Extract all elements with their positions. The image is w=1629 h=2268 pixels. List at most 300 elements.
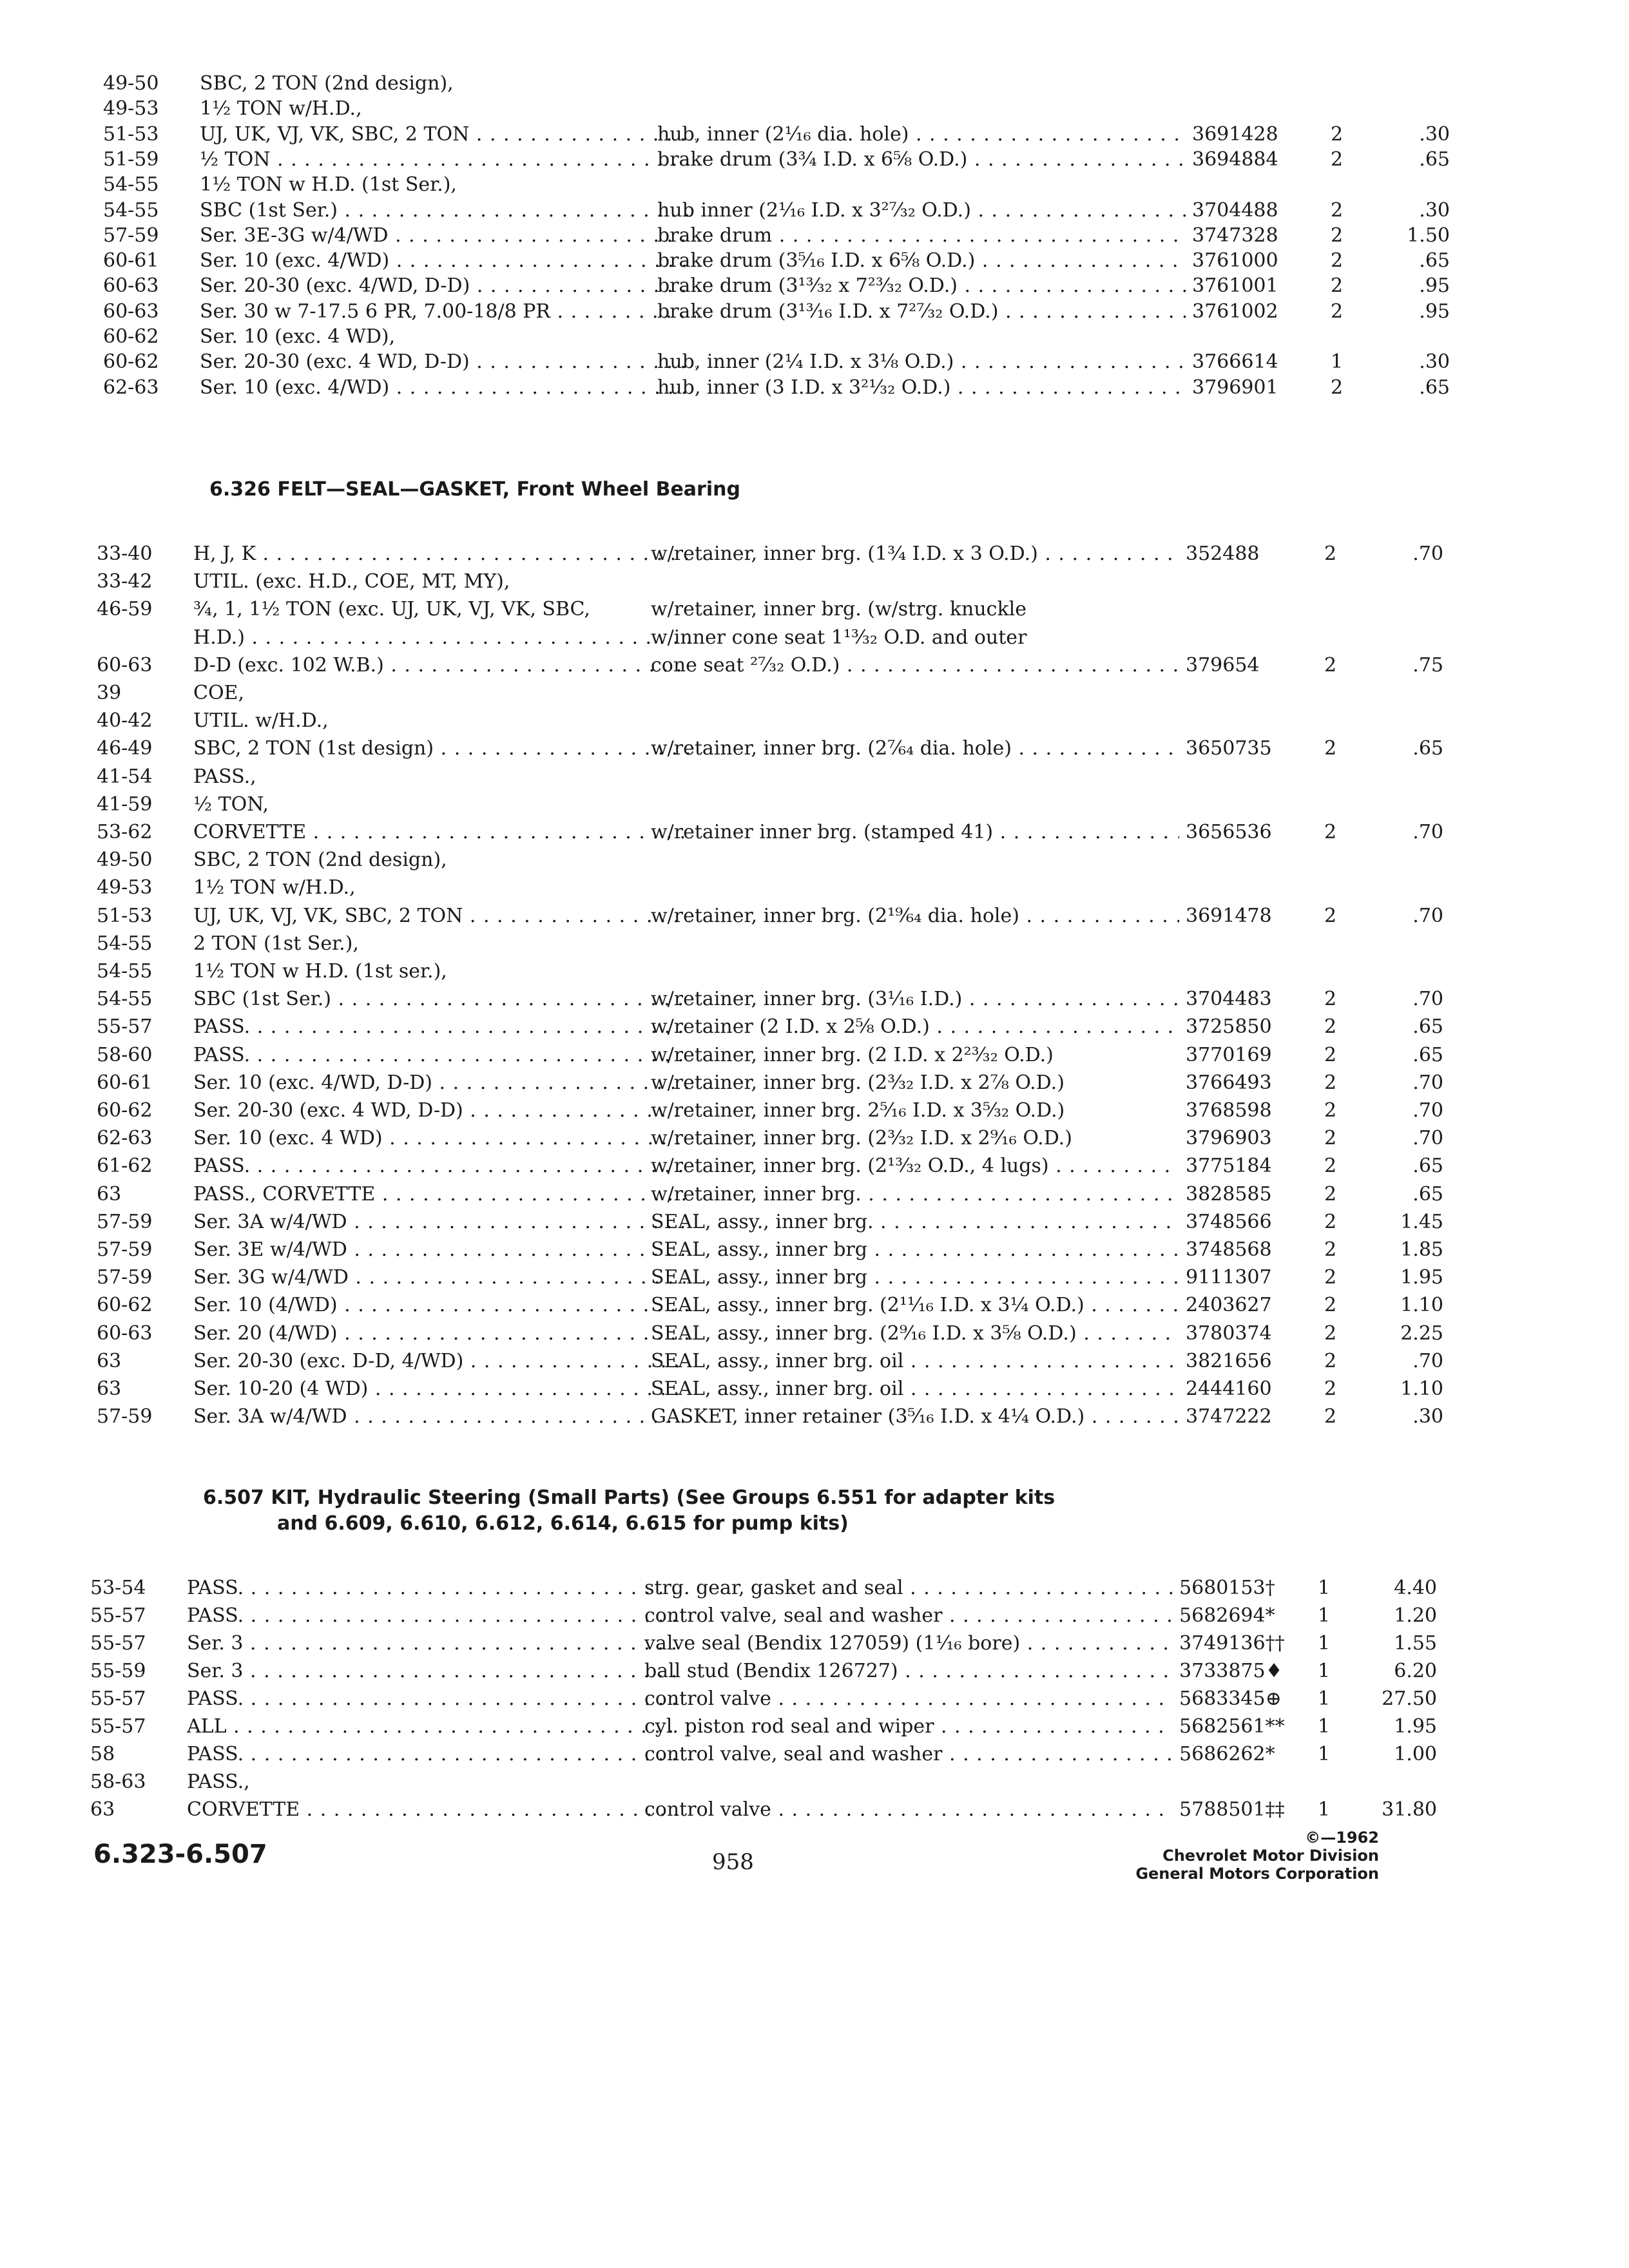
parts-row xyxy=(90,1797,1482,1823)
year-range: 57-59 xyxy=(103,224,159,247)
model-description: Ser. 10 (exc. 4 WD), xyxy=(200,325,396,348)
model-description: Ser. 20-30 (exc. D-D, 4/WD) . . . xyxy=(193,1349,689,1374)
quantity: 2 xyxy=(1324,1043,1337,1066)
model-description: UJ, UK, VJ, VK, SBC, 2 TON . . . xyxy=(193,903,689,929)
part-description: SEAL, assy., inner brg . . . xyxy=(651,1237,1179,1263)
quantity: 2 xyxy=(1331,376,1344,399)
part-number: 2403627 xyxy=(1186,1294,1272,1317)
year-range: 57-59 xyxy=(97,1210,153,1233)
part-description: SEAL, assy., inner brg. (2⁹⁄₁₆ I.D. x 3⅝ O.D.) . . . xyxy=(651,1321,1179,1347)
parts-row xyxy=(90,1742,1482,1767)
quantity: 1 xyxy=(1318,1660,1331,1682)
division-name: Chevrolet Motor Division xyxy=(1162,1847,1379,1865)
model-description: H, J, K . . . xyxy=(193,541,689,567)
part-number: 3761000 xyxy=(1192,249,1278,273)
part-description: cone seat ²⁷⁄₃₂ O.D.) . . . xyxy=(651,653,1179,678)
year-range: 62-63 xyxy=(97,1127,153,1150)
quantity: 2 xyxy=(1324,1071,1337,1094)
model-description: PASS., xyxy=(193,765,256,788)
year-range: 55-57 xyxy=(90,1687,146,1710)
price: .65 xyxy=(1419,376,1450,399)
quantity: 2 xyxy=(1324,737,1337,760)
year-range: 54-55 xyxy=(103,198,159,222)
part-number: 3748566 xyxy=(1186,1210,1272,1233)
parts-row xyxy=(103,71,1482,97)
price: 1.00 xyxy=(1394,1743,1437,1765)
parts-row xyxy=(97,1209,1482,1235)
quantity: 2 xyxy=(1324,1378,1337,1400)
part-number: 3704483 xyxy=(1186,988,1272,1011)
parts-row xyxy=(97,1293,1482,1318)
quantity: 2 xyxy=(1324,1238,1337,1261)
year-range: 41-54 xyxy=(97,765,153,788)
part-number: 3691428 xyxy=(1192,122,1278,146)
quantity: 2 xyxy=(1324,653,1337,677)
parts-row xyxy=(97,1043,1482,1068)
price: 4.40 xyxy=(1394,1577,1437,1599)
parts-row xyxy=(97,625,1482,651)
price: 1.95 xyxy=(1400,1266,1443,1289)
year-range: 33-40 xyxy=(97,543,153,565)
part-number: 3780374 xyxy=(1186,1321,1272,1345)
price: 1.50 xyxy=(1407,224,1450,247)
parts-row xyxy=(97,1265,1482,1291)
parts-row xyxy=(97,653,1482,678)
parts-row xyxy=(97,1237,1482,1263)
year-range: 60-63 xyxy=(103,274,159,298)
model-description: UTIL. (exc. H.D., COE, MT, MY), xyxy=(193,570,510,593)
parts-row xyxy=(97,1098,1482,1124)
parts-row xyxy=(103,299,1482,325)
year-range: 60-63 xyxy=(97,1321,153,1345)
parts-row xyxy=(97,1014,1482,1040)
year-range: 39 xyxy=(97,682,122,704)
group-heading-6-326: 6.326 FELT—SEAL—GASKET, Front Wheel Bearing xyxy=(209,478,740,501)
part-description: w/retainer, inner brg. (2⁷⁄₆₄ dia. hole) . . . xyxy=(651,736,1179,762)
price: .65 xyxy=(1419,249,1450,273)
model-description: Ser. 3A w/4/WD . . . xyxy=(193,1209,689,1235)
parts-row xyxy=(97,875,1482,901)
part-number: 2444160 xyxy=(1186,1378,1272,1400)
year-range: 55-57 xyxy=(90,1604,146,1627)
year-range: 49-53 xyxy=(103,97,159,120)
price: 1.95 xyxy=(1394,1715,1437,1738)
part-description: SEAL, assy., inner brg. . . . xyxy=(651,1209,1179,1235)
quantity: 2 xyxy=(1324,1155,1337,1178)
parts-row xyxy=(90,1658,1482,1684)
part-description: brake drum . . . xyxy=(657,223,1186,249)
year-range: 53-54 xyxy=(90,1577,146,1599)
part-number: 3761002 xyxy=(1192,300,1278,323)
part-number: 3733875♦ xyxy=(1179,1660,1283,1682)
year-range: 57-59 xyxy=(97,1238,153,1261)
part-description: w/retainer, inner brg. (2¹³⁄₃₂ O.D., 4 lugs) . . . xyxy=(651,1153,1179,1179)
parts-row xyxy=(103,96,1482,122)
model-description: CORVETTE . . . xyxy=(187,1797,683,1823)
year-range: 57-59 xyxy=(97,1266,153,1289)
model-description: D-D (exc. 102 W.B.) . . . xyxy=(193,653,689,678)
part-description: w/retainer, inner brg. (2¹⁹⁄₆₄ dia. hole) . . . xyxy=(651,903,1179,929)
part-number: 5686262* xyxy=(1179,1743,1275,1765)
part-number: 3796903 xyxy=(1186,1127,1272,1150)
part-description: control valve, seal and washer . . . xyxy=(644,1742,1173,1767)
parts-row xyxy=(97,1404,1482,1430)
model-description: Ser. 10 (exc. 4/WD) . . . xyxy=(200,248,696,274)
part-description: w/retainer, inner brg. (2³⁄₃₂ I.D. x 2⅞ O.D.) xyxy=(651,1071,1065,1094)
quantity: 2 xyxy=(1331,300,1344,323)
model-description: Ser. 20-30 (exc. 4/WD, D-D) . . . xyxy=(200,273,696,299)
parts-row xyxy=(97,903,1482,929)
model-description: Ser. 20-30 (exc. 4 WD, D-D) . . . xyxy=(200,349,696,375)
year-range: 55-59 xyxy=(90,1660,146,1682)
parts-row xyxy=(97,736,1482,762)
quantity: 1 xyxy=(1318,1604,1331,1627)
year-range: 58-63 xyxy=(90,1771,146,1793)
model-description: Ser. 10 (4/WD) . . . xyxy=(193,1293,689,1318)
quantity: 2 xyxy=(1331,224,1344,247)
price: 31.80 xyxy=(1382,1798,1437,1821)
parts-row xyxy=(97,931,1482,957)
part-number: 379654 xyxy=(1186,653,1260,677)
year-range: 41-59 xyxy=(97,793,153,816)
part-description: ball stud (Bendix 126727) . . . xyxy=(644,1658,1173,1684)
model-description: ½ TON, xyxy=(193,793,269,816)
part-description: w/retainer, inner brg. (w/strg. knuckle xyxy=(651,598,1027,621)
model-description: UTIL. w/H.D., xyxy=(193,709,329,733)
year-range: 55-57 xyxy=(90,1632,146,1655)
part-description: hub, inner (2⅟₁₆ dia. hole) . . . xyxy=(657,122,1186,148)
year-range: 60-63 xyxy=(103,300,159,323)
quantity: 2 xyxy=(1324,988,1337,1011)
part-description: w/retainer, inner brg. . . . xyxy=(651,1182,1179,1207)
model-description: ALL . . . xyxy=(187,1714,683,1740)
price: 2.25 xyxy=(1400,1321,1443,1345)
quantity: 2 xyxy=(1324,1127,1337,1150)
part-description: SEAL, assy., inner brg . . . xyxy=(651,1265,1179,1291)
page-number: 958 xyxy=(712,1849,754,1875)
part-number: 3704488 xyxy=(1192,198,1278,222)
model-description: PASS., CORVETTE . . . xyxy=(193,1182,689,1207)
quantity: 2 xyxy=(1324,1266,1337,1289)
group-heading-6-507-line2: and 6.609, 6.610, 6.612, 6.614, 6.615 for pump kits) xyxy=(277,1512,849,1535)
part-description: brake drum (3¹³⁄₁₆ I.D. x 7²⁷⁄₃₂ O.D.) . . . xyxy=(657,299,1186,325)
price: .95 xyxy=(1419,274,1450,298)
parts-row xyxy=(103,223,1482,249)
part-description: valve seal (Bendix 127059) (1⅟₁₆ bore) . . . xyxy=(644,1631,1173,1657)
model-description: Ser. 10 (exc. 4/WD, D-D) . . . xyxy=(193,1070,689,1096)
price: .65 xyxy=(1412,1182,1443,1206)
part-number: 3691478 xyxy=(1186,904,1272,927)
parts-row xyxy=(97,959,1482,985)
model-description: Ser. 20 (4/WD) . . . xyxy=(193,1321,689,1347)
model-description: Ser. 10 (exc. 4/WD) . . . xyxy=(200,375,696,401)
part-number: 3747328 xyxy=(1192,224,1278,247)
part-number: 352488 xyxy=(1186,543,1260,565)
price: .30 xyxy=(1419,122,1450,146)
part-number: 5682561** xyxy=(1179,1715,1285,1738)
quantity: 2 xyxy=(1324,821,1337,843)
quantity: 2 xyxy=(1331,249,1344,273)
copyright-notice: ©—1962 xyxy=(1305,1829,1379,1847)
quantity: 2 xyxy=(1324,1294,1337,1317)
parts-row xyxy=(90,1714,1482,1740)
price: .95 xyxy=(1419,300,1450,323)
parts-row xyxy=(97,764,1482,790)
parts-row xyxy=(90,1769,1482,1795)
year-range: 49-53 xyxy=(97,876,153,899)
parts-row xyxy=(97,1153,1482,1179)
part-description: w/retainer inner brg. (stamped 41) . . . xyxy=(651,820,1179,845)
quantity: 2 xyxy=(1324,1321,1337,1345)
price: 1.10 xyxy=(1400,1294,1443,1317)
part-number: 5680153† xyxy=(1179,1577,1275,1599)
copyright-block xyxy=(1057,1829,1379,1883)
year-range: 57-59 xyxy=(97,1405,153,1428)
quantity: 2 xyxy=(1324,904,1337,927)
part-number: 3775184 xyxy=(1186,1155,1272,1178)
model-description: SBC, 2 TON (2nd design), xyxy=(193,849,447,872)
quantity: 2 xyxy=(1324,1405,1337,1428)
model-description: 1½ TON w H.D. (1st ser.), xyxy=(193,960,447,983)
parts-row xyxy=(97,1182,1482,1207)
quantity: 2 xyxy=(1331,148,1344,171)
part-description: w/retainer, inner brg. (2 I.D. x 2²³⁄₃₂ O.D.) xyxy=(651,1043,1054,1066)
parts-row xyxy=(97,597,1482,622)
quantity: 1 xyxy=(1318,1743,1331,1765)
model-description: UJ, UK, VJ, VK, SBC, 2 TON . . . xyxy=(200,122,696,148)
model-description: PASS. . . . xyxy=(193,1153,689,1179)
quantity: 2 xyxy=(1324,1015,1337,1039)
part-number: 3656536 xyxy=(1186,821,1272,843)
model-description: SBC, 2 TON (2nd design), xyxy=(200,72,454,95)
year-range: 60-62 xyxy=(97,1294,153,1317)
model-description: SBC (1st Ser.) . . . xyxy=(193,986,689,1012)
price: .70 xyxy=(1412,1099,1443,1122)
price: .30 xyxy=(1419,351,1450,374)
year-range: 46-59 xyxy=(97,598,153,621)
part-number: 3761001 xyxy=(1192,274,1278,298)
quantity: 1 xyxy=(1331,351,1344,374)
part-number: 3650735 xyxy=(1186,737,1272,760)
year-range: 63 xyxy=(97,1349,122,1372)
parts-row xyxy=(103,198,1482,224)
quantity: 2 xyxy=(1331,274,1344,298)
price: .70 xyxy=(1412,1071,1443,1094)
parts-row xyxy=(97,680,1482,706)
price: 1.10 xyxy=(1400,1378,1443,1400)
part-description: brake drum (3⁵⁄₁₆ I.D. x 6⅝ O.D.) . . . xyxy=(657,248,1186,274)
part-description: control valve, seal and washer . . . xyxy=(644,1603,1173,1629)
part-number: 3694884 xyxy=(1192,148,1278,171)
part-number: 3770169 xyxy=(1186,1043,1272,1066)
model-description: PASS., xyxy=(187,1771,250,1793)
price: 1.55 xyxy=(1394,1632,1437,1655)
model-description: ¾, 1, 1½ TON (exc. UJ, UK, VJ, VK, SBC, xyxy=(193,598,590,621)
model-description: PASS. . . . xyxy=(193,1014,689,1040)
part-number: 3747222 xyxy=(1186,1405,1272,1428)
year-range: 46-49 xyxy=(97,737,153,760)
part-number: 3749136†† xyxy=(1179,1632,1285,1655)
year-range: 49-50 xyxy=(97,849,153,872)
parts-row xyxy=(103,324,1482,350)
price: 6.20 xyxy=(1394,1660,1437,1682)
quantity: 1 xyxy=(1318,1577,1331,1599)
parts-row xyxy=(103,375,1482,401)
price: .70 xyxy=(1412,988,1443,1011)
parts-row xyxy=(97,708,1482,734)
part-description: w/retainer, inner brg. (2³⁄₃₂ I.D. x 2⁹⁄₁₆ O.D.) xyxy=(651,1127,1072,1150)
year-range: 49-50 xyxy=(103,72,159,95)
year-range: 54-55 xyxy=(103,173,159,197)
price: 1.45 xyxy=(1400,1210,1443,1233)
model-description: Ser. 10-20 (4 WD) . . . xyxy=(193,1376,689,1402)
year-range: 40-42 xyxy=(97,709,153,733)
year-range: 63 xyxy=(90,1798,115,1821)
model-description: 2 TON (1st Ser.), xyxy=(193,932,359,955)
year-range: 55-57 xyxy=(97,1015,153,1039)
part-description: strg. gear, gasket and seal . . . xyxy=(644,1575,1173,1601)
year-range: 63 xyxy=(97,1182,122,1206)
price: .30 xyxy=(1419,198,1450,222)
year-range: 54-55 xyxy=(97,988,153,1011)
model-description: PASS. . . . xyxy=(187,1742,683,1767)
year-range: 53-62 xyxy=(97,821,153,843)
model-description: Ser. 3E w/4/WD . . . xyxy=(193,1237,689,1263)
year-range: 60-63 xyxy=(97,653,153,677)
model-description: 1½ TON w/H.D., xyxy=(200,97,362,120)
model-description: PASS. . . . xyxy=(187,1575,683,1601)
price: 1.85 xyxy=(1400,1238,1443,1261)
parts-row xyxy=(103,172,1482,198)
parts-row xyxy=(97,792,1482,818)
parts-row xyxy=(97,569,1482,595)
part-number: 3725850 xyxy=(1186,1015,1272,1039)
year-range: 61-62 xyxy=(97,1155,153,1178)
year-range: 51-53 xyxy=(97,904,153,927)
part-description: w/inner cone seat 1¹³⁄₃₂ O.D. and outer xyxy=(651,626,1027,649)
price: .70 xyxy=(1412,543,1443,565)
part-description: SEAL, assy., inner brg. oil . . . xyxy=(651,1376,1179,1402)
model-description: Ser. 20-30 (exc. 4 WD, D-D) . . . xyxy=(193,1098,689,1124)
quantity: 2 xyxy=(1331,198,1344,222)
part-description: w/retainer, inner brg. (1¾ I.D. x 3 O.D.) . . . xyxy=(651,541,1179,567)
quantity: 1 xyxy=(1318,1632,1331,1655)
year-range: 54-55 xyxy=(97,960,153,983)
model-description: Ser. 3 . . . xyxy=(187,1658,683,1684)
quantity: 2 xyxy=(1324,1099,1337,1122)
part-description: brake drum (3¹³⁄₃₂ x 7²³⁄₃₂ O.D.) . . . xyxy=(657,273,1186,299)
quantity: 2 xyxy=(1331,122,1344,146)
price: .70 xyxy=(1412,821,1443,843)
part-description: hub inner (2⅟₁₆ I.D. x 3²⁷⁄₃₂ O.D.) . . . xyxy=(657,198,1186,224)
parts-row xyxy=(90,1603,1482,1629)
price: .65 xyxy=(1412,1155,1443,1178)
parts-row xyxy=(97,820,1482,845)
part-description: w/retainer, inner brg. (3⅟₁₆ I.D.) . . . xyxy=(651,986,1179,1012)
group-range-footer: 6.323-6.507 xyxy=(93,1840,267,1869)
part-description: SEAL, assy., inner brg. oil . . . xyxy=(651,1349,1179,1374)
quantity: 2 xyxy=(1324,1210,1337,1233)
price: .65 xyxy=(1412,737,1443,760)
year-range: 63 xyxy=(97,1378,122,1400)
model-description: SBC (1st Ser.) . . . xyxy=(200,198,696,224)
parts-row xyxy=(97,1376,1482,1402)
part-description: control valve . . . xyxy=(644,1797,1173,1823)
quantity: 2 xyxy=(1324,543,1337,565)
quantity: 1 xyxy=(1318,1798,1331,1821)
price: 1.20 xyxy=(1394,1604,1437,1627)
year-range: 51-59 xyxy=(103,148,159,171)
parts-row xyxy=(97,541,1482,567)
model-description: COE, xyxy=(193,682,244,704)
part-number: 3796901 xyxy=(1192,376,1278,399)
year-range: 62-63 xyxy=(103,376,159,399)
price: .70 xyxy=(1412,904,1443,927)
year-range: 60-62 xyxy=(97,1099,153,1122)
model-description: CORVETTE . . . xyxy=(193,820,689,845)
price: .30 xyxy=(1412,1405,1443,1428)
year-range: 60-61 xyxy=(97,1071,153,1094)
price: .70 xyxy=(1412,1127,1443,1150)
quantity: 2 xyxy=(1324,1349,1337,1372)
price: .70 xyxy=(1412,1349,1443,1372)
parts-row xyxy=(97,1070,1482,1096)
year-range: 60-61 xyxy=(103,249,159,273)
price: .75 xyxy=(1412,653,1443,677)
quantity: 1 xyxy=(1318,1687,1331,1710)
price: .65 xyxy=(1412,1015,1443,1039)
part-number: 9111307 xyxy=(1186,1266,1272,1289)
parts-row xyxy=(90,1631,1482,1657)
part-description: GASKET, inner retainer (3⁵⁄₁₆ I.D. x 4¼ O.D.) . . . xyxy=(651,1404,1179,1430)
year-range: 54-55 xyxy=(97,932,153,955)
model-description: PASS. . . . xyxy=(187,1686,683,1712)
model-description: Ser. 3A w/4/WD . . . xyxy=(193,1404,689,1430)
part-number: 3748568 xyxy=(1186,1238,1272,1261)
model-description: ½ TON . . . xyxy=(200,147,696,173)
model-description: Ser. 3E-3G w/4/WD . . . xyxy=(200,223,696,249)
model-description: PASS. . . . xyxy=(193,1043,689,1068)
quantity: 2 xyxy=(1324,1182,1337,1206)
year-range: 58-60 xyxy=(97,1043,153,1066)
parts-row xyxy=(103,273,1482,299)
year-range: 55-57 xyxy=(90,1715,146,1738)
parts-row xyxy=(90,1686,1482,1712)
parts-row xyxy=(97,986,1482,1012)
price: .65 xyxy=(1412,1043,1443,1066)
year-range: 58 xyxy=(90,1743,115,1765)
parts-row xyxy=(103,349,1482,375)
price: 27.50 xyxy=(1382,1687,1437,1710)
part-description: SEAL, assy., inner brg. (2¹¹⁄₁₆ I.D. x 3¼ O.D.) . . . xyxy=(651,1293,1179,1318)
part-number: 5683345⊕ xyxy=(1179,1687,1282,1710)
parts-row xyxy=(97,1126,1482,1151)
price: .65 xyxy=(1419,148,1450,171)
model-description: Ser. 3 . . . xyxy=(187,1631,683,1657)
corporation-name: General Motors Corporation xyxy=(1135,1865,1379,1883)
part-description: w/retainer, inner brg. 2⁵⁄₁₆ I.D. x 3⁵⁄₃₂ O.D.) xyxy=(651,1099,1065,1122)
model-description: Ser. 3G w/4/WD . . . xyxy=(193,1265,689,1291)
part-number: 5788501‡‡ xyxy=(1179,1798,1285,1821)
model-description: PASS. . . . xyxy=(187,1603,683,1629)
part-number: 3766493 xyxy=(1186,1071,1272,1094)
part-description: hub, inner (3 I.D. x 3²¹⁄₃₂ O.D.) . . . xyxy=(657,375,1186,401)
model-description: Ser. 10 (exc. 4 WD) . . . xyxy=(193,1126,689,1151)
group-heading-6-507-line1: 6.507 KIT, Hydraulic Steering (Small Parts) (See Groups 6.551 for adapter kits xyxy=(203,1486,1055,1509)
part-description: control valve . . . xyxy=(644,1686,1173,1712)
model-description: SBC, 2 TON (1st design) . . . xyxy=(193,736,689,762)
part-number: 3828585 xyxy=(1186,1182,1272,1206)
